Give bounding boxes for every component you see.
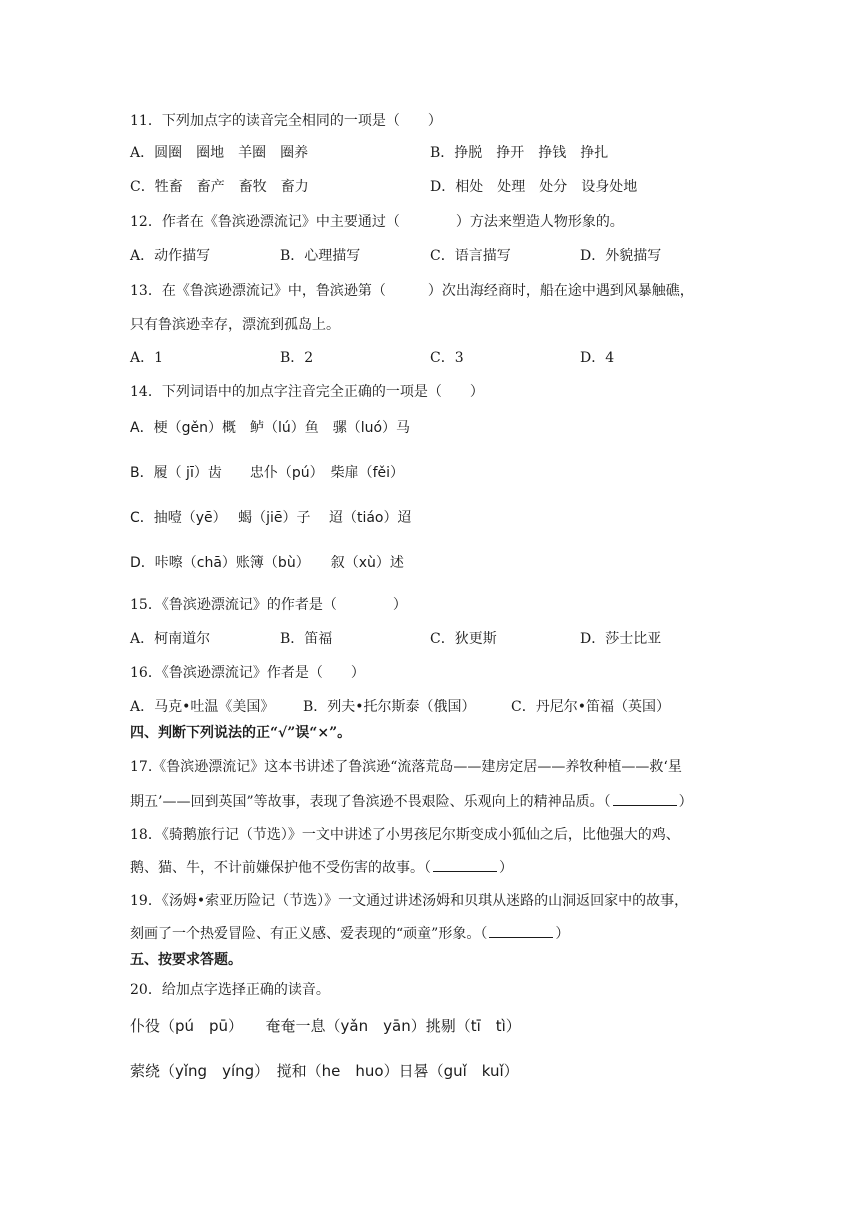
q16-stem: 16．《鲁滨逊漂流记》作者是（ ）: [130, 665, 365, 681]
q13-stem-line2: 只有鲁滨逊幸存，漂流到孤岛上。: [130, 317, 340, 333]
q19-line2-text: 刻画了一个热爱冒险、有正义感、爱表现的“顽童”形象。（: [130, 926, 488, 942]
q16-option-c: C．丹尼尔•笛福（英国）: [511, 699, 670, 715]
q12-stem: 12．作者在《鲁滨逊漂流记》中主要通过（ ）方法来塑造人物形象的。: [130, 214, 624, 230]
q14-option-d: D．咔嚓（chā）账簿（bù） 叙（xù）述: [130, 555, 404, 571]
q18-line2: [130, 857, 513, 878]
q18-line1: 18．《骑鹅旅行记（节选）》一文中讲述了小男孩尼尔斯变成小狐仙之后，比他强大的鸡、: [130, 827, 680, 843]
q11-stem: 11．下列加点字的读音完全相同的一项是（ ）: [130, 113, 442, 129]
q16-option-a: A．马克•吐温《美国》: [130, 699, 275, 715]
q11-option-a: A．圆圈 圈地 羊圈 圈养: [130, 145, 309, 161]
q20-row2: 萦绕（yǐng yíng） 搅和（he huo）日晷（guǐ kuǐ）: [130, 1062, 519, 1080]
q17-line1: 17.《鲁滨逊漂流记》这本书讲述了鲁滨逊“流落荒岛——建房定居——养牧种植——救‘星: [130, 759, 682, 775]
q18-line2-text: 鹅、猫、牛，不计前嫌保护他不受伤害的故事。（: [130, 860, 431, 876]
q18-answer-blank[interactable]: [433, 857, 497, 872]
q12-option-d: D．外貌描写: [580, 248, 662, 264]
q12-option-a: A．动作描写: [130, 248, 211, 264]
q16-option-b: B．列夫•托尔斯泰（俄国）: [303, 699, 476, 715]
q14-option-b: B．履（ jī）齿 忠仆（pú） 柴扉（fěi）: [130, 465, 405, 481]
q15-option-b: B．笛福: [280, 631, 333, 647]
q19-line2: [130, 923, 569, 944]
q12-option-c: C．语言描写: [430, 248, 511, 264]
q17-answer-blank[interactable]: [613, 791, 677, 806]
q13-option-d: D．4: [580, 350, 615, 366]
q12-option-b: B．心理描写: [280, 248, 361, 264]
q15-option-d: D．莎士比亚: [580, 631, 662, 647]
q15-option-c: C．狄更斯: [430, 631, 497, 647]
q19-line2-close: ）: [555, 926, 570, 942]
q19-line1: 19．《汤姆•索亚历险记（节选）》一文通过讲述汤姆和贝琪从迷路的山洞返回家中的故事，: [130, 893, 689, 909]
q15-stem: 15．《鲁滨逊漂流记》的作者是（ ）: [130, 597, 407, 613]
q14-stem: 14．下列词语中的加点字注音完全正确的一项是（ ）: [130, 384, 484, 400]
q11-option-d: D．相处 处理 处分 设身处地: [430, 179, 638, 195]
q20-row1: 仆役（pú pū） 奄奄一息（yǎn yān）挑剔（tī tì）: [130, 1017, 521, 1035]
q13-option-b: B．2: [280, 350, 314, 366]
section4-title: 四、判断下列说法的正“√”误“×”。: [130, 725, 352, 741]
q15-option-a: A．柯南道尔: [130, 631, 211, 647]
q13-option-c: C．3: [430, 350, 464, 366]
q18-line2-close: ）: [499, 860, 513, 876]
q14-option-c: C．抽噎（yē） 蝎（jiē）子 迢（tiáo）迢: [130, 510, 412, 526]
q11-option-c: C．牲畜 畜产 畜牧 畜力: [130, 179, 309, 195]
section5-title: 五、按要求答题。: [130, 952, 242, 968]
q13-stem-line1: 13．在《鲁滨逊漂流记》中，鲁滨逊第（ ）次出海经商时，船在途中遇到风暴触礁，: [130, 283, 694, 299]
q20-stem: 20．给加点字选择正确的读音。: [130, 982, 330, 998]
q19-answer-blank[interactable]: [489, 923, 553, 938]
q17-line2: [130, 791, 693, 812]
q11-option-b: B．挣脱 挣开 挣钱 挣扎: [430, 145, 609, 161]
q14-option-a: A．梗（gěn）概 鲈（lú）鱼 骡（luó）马: [130, 420, 411, 436]
q13-option-a: A．1: [130, 350, 164, 366]
q17-line2-close: ）: [678, 794, 693, 810]
q17-line2-text: 期五’——回到英国”等故事，表现了鲁滨逊不畏艰险、乐观向上的精神品质。（: [130, 794, 611, 810]
